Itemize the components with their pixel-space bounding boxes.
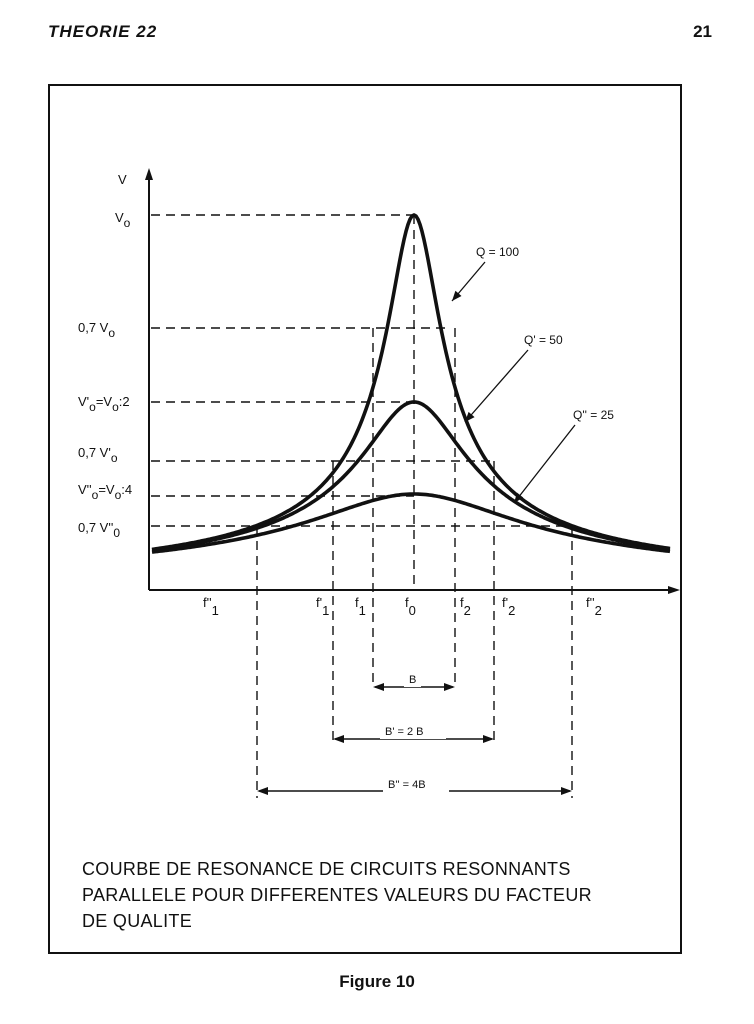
curve-q25	[152, 494, 670, 552]
y-level-label-vp0: V'o=Vo:2	[78, 394, 130, 414]
curve-label-q50: Q' = 50	[524, 333, 563, 347]
y-level-label-v0: Vo	[115, 210, 131, 230]
diagram-labels	[78, 172, 614, 795]
arrow-right-icon	[444, 683, 455, 691]
x-tick-label-f2: f2	[460, 595, 471, 618]
x-tick-label-fpp2: f''2	[586, 595, 602, 618]
caption-line: COURBE DE RESONANCE DE CIRCUITS RESONNANTS	[82, 859, 571, 879]
header-title: THEORIE 22	[48, 22, 158, 41]
dashed-guides	[151, 215, 572, 798]
y-level-label-vpp07: 0,7 V''0	[78, 520, 121, 540]
arrow-right-icon	[561, 787, 572, 795]
y-level-label-vp07: 0,7 V'o	[78, 445, 118, 465]
x-tick-label-f1: f1	[355, 595, 366, 618]
axes	[145, 168, 680, 594]
x-tick-label-fp1: f'1	[316, 595, 330, 618]
curve-label-q100: Q = 100	[476, 245, 520, 259]
caption-line: PARALLELE POUR DIFFERENTES VALEURS DU FACTEUR	[82, 885, 592, 905]
label-leader-line	[514, 425, 575, 503]
figure-caption	[82, 856, 592, 934]
bandwidth-label-b4: B'' = 4B	[388, 779, 426, 791]
arrow-left-icon	[257, 787, 268, 795]
arrow-left-icon	[373, 683, 384, 691]
x-axis-arrow-icon	[668, 586, 680, 594]
curve-q100	[152, 215, 670, 549]
y-axis-arrow-icon	[145, 168, 153, 180]
x-tick-label-fpp1: f''1	[203, 595, 219, 618]
bandwidth-label-b: B	[409, 674, 417, 686]
resonance-curves	[152, 215, 670, 552]
arrow-right-icon	[483, 735, 494, 743]
bandwidth-label-b2: B' = 2 B	[385, 726, 424, 738]
curve-label-q25: Q'' = 25	[573, 408, 614, 422]
arrow-left-icon	[333, 735, 344, 743]
figure-label: Figure 10	[339, 972, 415, 991]
curve-q50	[152, 402, 670, 550]
x-tick-label-fp2: f'2	[502, 595, 516, 618]
label-leader-line	[465, 350, 528, 422]
x-tick-label-f0: f0	[405, 595, 416, 618]
y-axis-label: V	[118, 172, 127, 187]
y-level-label-vpp0: V''o=Vo:4	[78, 482, 133, 502]
y-level-label-v07: 0,7 Vo	[78, 320, 116, 340]
caption-line: DE QUALITE	[82, 911, 193, 931]
page-number: 21	[693, 22, 712, 41]
